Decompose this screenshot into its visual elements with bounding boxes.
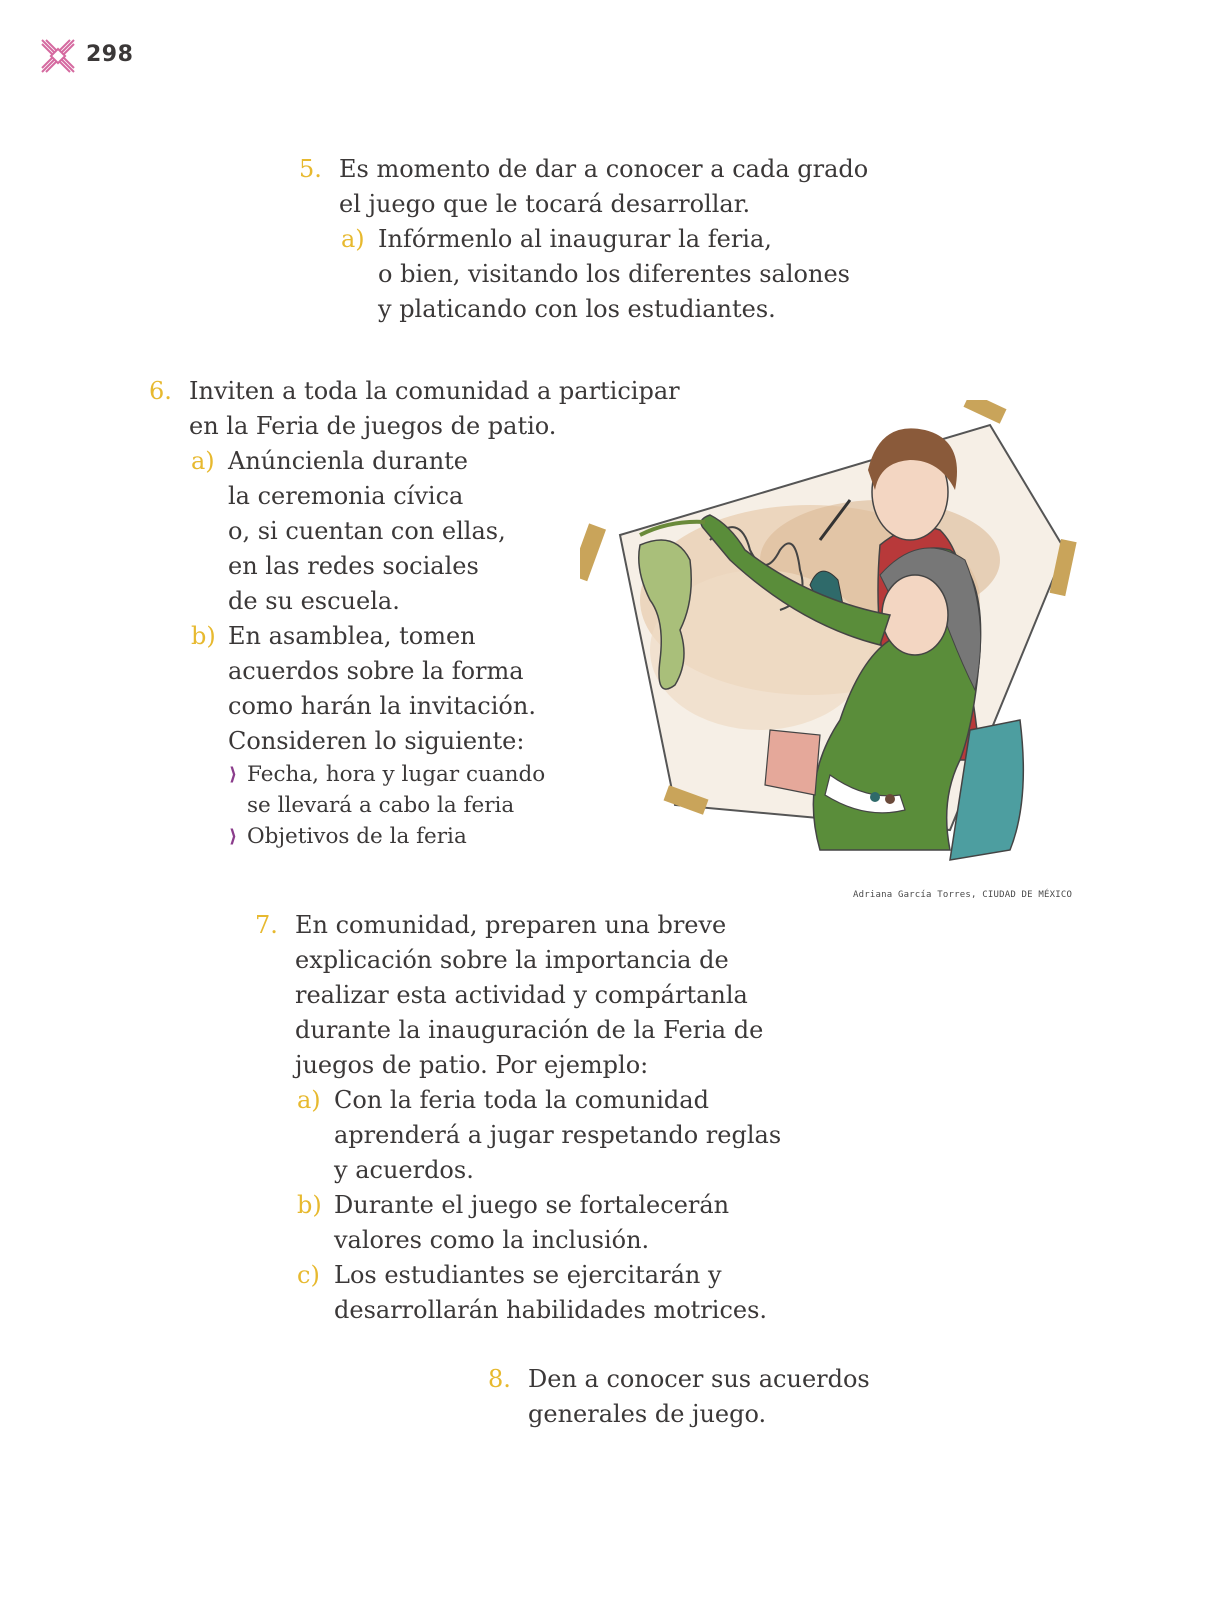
bullet-icon: ⟩: [229, 826, 238, 847]
sub-item-text: o, si cuentan con ellas,: [228, 517, 506, 545]
item-text: durante la inauguración de la Feria de: [295, 1016, 764, 1044]
item-text: explicación sobre la importancia de: [295, 946, 729, 974]
bullet-text: se llevará a cabo la feria: [247, 793, 515, 818]
sub-item-text: Consideren lo siguiente:: [228, 727, 525, 755]
sub-item-text: en las redes sociales: [228, 552, 479, 580]
book-logo-icon: [38, 36, 78, 76]
sub-item-text: Con la feria toda la comunidad: [334, 1086, 709, 1114]
illustration-credit: Adriana García Torres, CIUDAD DE MÉXICO: [853, 890, 1073, 900]
sub-item-text: valores como la inclusión.: [334, 1226, 650, 1254]
item-text: Inviten a toda la comunidad a participar: [189, 377, 680, 405]
instruction-item-5: [299, 152, 868, 327]
item-text: En comunidad, preparen una breve: [295, 911, 727, 939]
sub-item-text: como harán la invitación.: [228, 692, 536, 720]
item-text: en la Feria de juegos de patio.: [189, 412, 557, 440]
bullet-text: Fecha, hora y lugar cuando: [247, 762, 546, 787]
bullet-text: Objetivos de la feria: [247, 824, 467, 849]
sub-item-letter: b): [297, 1191, 322, 1219]
item-text: realizar esta actividad y compártanla: [295, 981, 748, 1009]
item-text: Es momento de dar a conocer a cada grado: [339, 155, 869, 183]
sub-item-letter: a): [341, 225, 365, 253]
item-number: 6.: [149, 377, 172, 405]
sub-item-text: la ceremonia cívica: [228, 482, 464, 510]
sub-item-text: y platicando con los estudiantes.: [378, 295, 776, 323]
item-number: 7.: [255, 911, 278, 939]
sub-item-letter: a): [191, 447, 215, 475]
sub-item-text: o bien, visitando los diferentes salones: [378, 260, 850, 288]
item-text: Den a conocer sus acuerdos: [528, 1365, 870, 1393]
page-number: 298: [86, 42, 134, 67]
item-number: 8.: [488, 1365, 511, 1393]
item-text: el juego que le tocará desarrollar.: [339, 190, 751, 218]
sub-item-text: acuerdos sobre la forma: [228, 657, 524, 685]
sub-item-text: Infórmenlo al inaugurar la feria,: [378, 225, 772, 253]
instruction-item-8: [488, 1362, 870, 1432]
item-text: juegos de patio. Por ejemplo:: [295, 1051, 649, 1079]
sub-item-letter: a): [297, 1086, 321, 1114]
sub-item-text: Durante el juego se fortalecerán: [334, 1191, 730, 1219]
sub-item-letter: c): [297, 1261, 320, 1289]
instruction-item-7: [255, 908, 781, 1328]
sub-item-text: desarrollarán habilidades motrices.: [334, 1296, 768, 1324]
sub-item-text: de su escuela.: [228, 587, 400, 615]
sub-item-text: aprenderá a jugar respetando reglas: [334, 1121, 782, 1149]
bullet-icon: ⟩: [229, 764, 238, 785]
sub-item-text: En asamblea, tomen: [228, 622, 476, 650]
sub-item-text: Los estudiantes se ejercitarán y: [334, 1261, 722, 1289]
item-text: generales de juego.: [528, 1400, 767, 1428]
sub-item-letter: b): [191, 622, 216, 650]
item-number: 5.: [299, 155, 322, 183]
children-painting-illustration: [580, 400, 1100, 880]
sub-item-text: Anúncienla durante: [228, 447, 468, 475]
sub-item-text: y acuerdos.: [334, 1156, 474, 1184]
